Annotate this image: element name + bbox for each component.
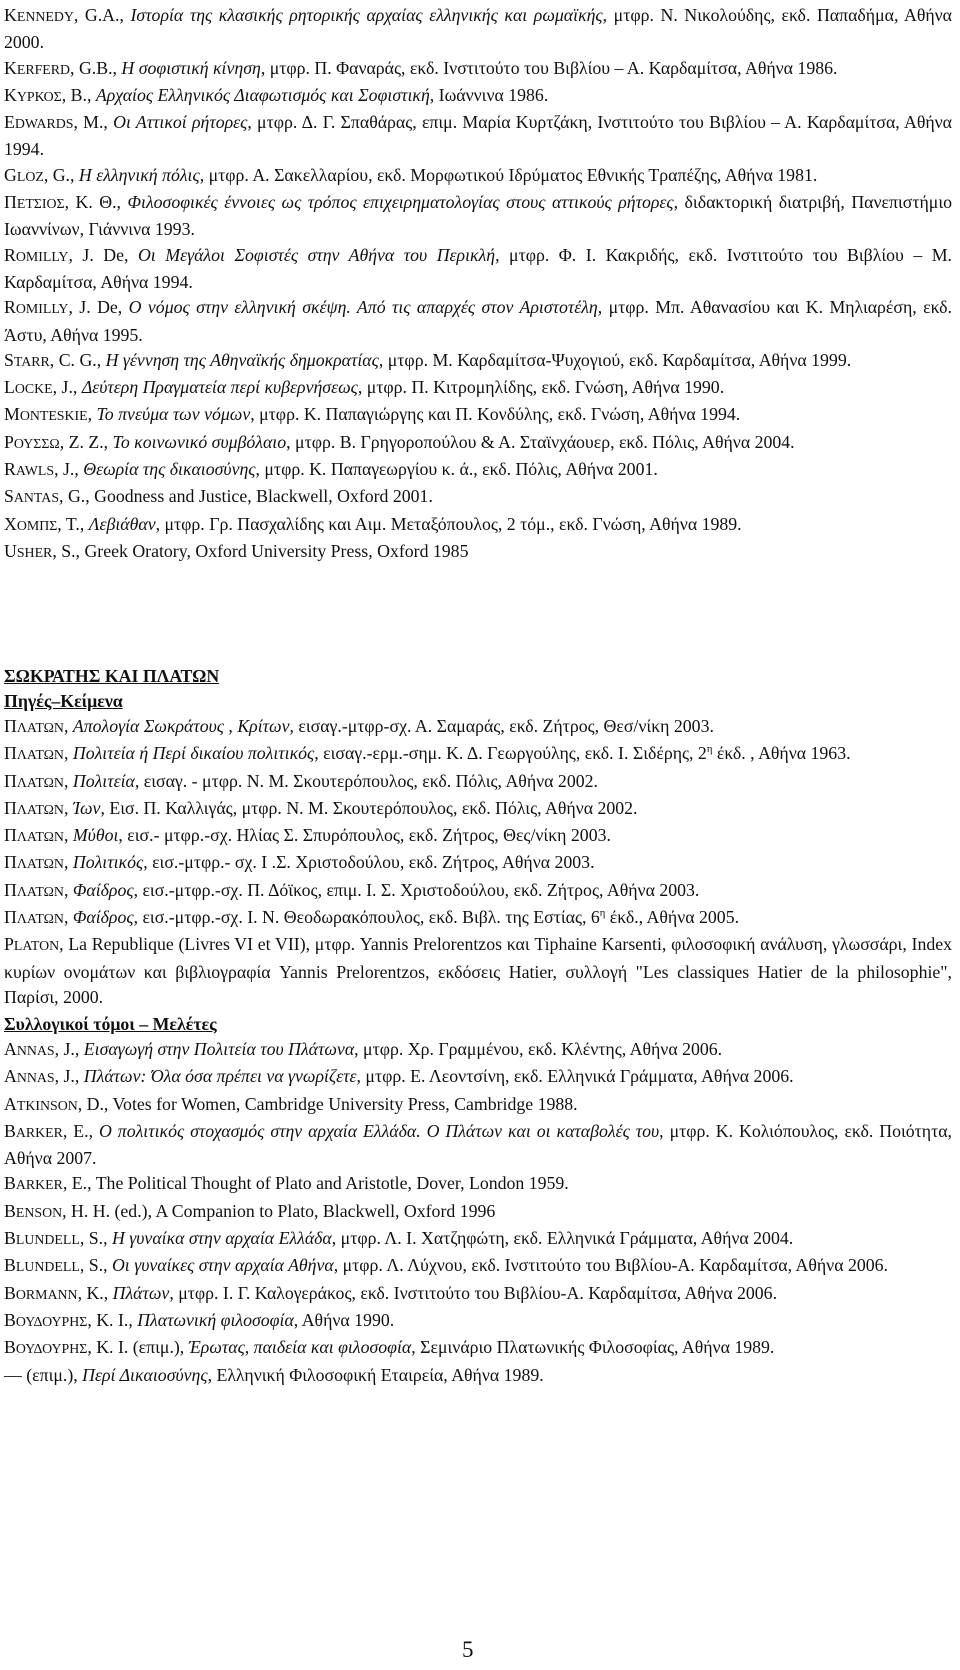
edition-superscript: η [706, 743, 713, 756]
author-surname: LATON [13, 939, 60, 955]
author-surname: ΛΑΤΩΝ [16, 748, 64, 764]
bibliography-entry [4, 878, 952, 905]
author-initials: , [59, 934, 69, 955]
author-initial: B [4, 1228, 16, 1249]
publication-details-cont: έκδ. , Αθήνα 1963. [712, 743, 851, 764]
publication-details: , μτφρ. Κ. Παπαγεωργίου κ. ά., εκδ. Πόλις, Αθήνα 2001. [255, 459, 658, 480]
publication-details: A Companion to Plato, Blackwell, Oxford 1996 [155, 1200, 496, 1221]
work-title: Πλάτων: Όλα όσα πρέπει να γνωρίζετε [83, 1066, 357, 1087]
publication-details: , μτφρ. Κ. Παπαγιώργης και Π. Κονδύλης, εκδ. Γνώση, Αθήνα 1994. [250, 404, 741, 425]
author-surname: ΛΑΤΩΝ [16, 884, 64, 900]
work-title: Οι Μεγάλοι Σοφιστές στην Αθήνα του Περικλή [137, 244, 496, 265]
bibliography-entry [4, 163, 952, 190]
publication-details: , μτφρ. Κ. Κολιόπουλος, εκδ. Ποιότητα, Αθήνα 2007. [4, 1120, 953, 1169]
author-surname: ΥΡΚΟΣ [16, 89, 62, 105]
bibliography-entry [4, 375, 952, 402]
author-initials: , [63, 907, 73, 928]
edition-superscript: η [599, 907, 606, 920]
publication-details: , μτφρ. Χρ. Γραμμένου, εκδ. Κλέντης, Αθήνα 2006. [354, 1039, 723, 1059]
work-title: Η ελληνική πόλις [78, 164, 200, 185]
author-initial: R [4, 459, 16, 480]
author-surname: ΛΑΤΩΝ [16, 830, 64, 846]
publication-details: , μτφρ. Λ. Λύχνου, εκδ. Ινστιτούτο του Βιβλίου-Α. Καρδαμίτσα, Αθήνα 2006. [333, 1255, 888, 1276]
bibliography-entry [4, 1281, 952, 1308]
bibliography-entry [4, 539, 952, 566]
author-initials: , [63, 797, 73, 818]
section-heading-socrates-plato: ΣΩΚΡΑΤΗΣ ΚΑΙ ΠΛΑΤΩΝ [4, 666, 220, 686]
author-initials: , [63, 825, 73, 846]
publication-details: Greek Oratory, Oxford University Press, Oxford 1985 [84, 540, 469, 561]
author-surname: AWLS [15, 464, 55, 480]
bibliography-entry [4, 1253, 952, 1280]
work-title: Φιλοσοφικές έννοιες ως τρόπος επιχειρηματολογίας στους αττικούς ρήτορες [127, 192, 674, 213]
work-title: Η σοφιστική κίνηση [121, 57, 261, 78]
author-initial: Κ [4, 84, 17, 105]
author-surname: LUNDELL [15, 1260, 80, 1276]
publication-details: , εισ.-μτφρ.-σχ. Π. Δόϊκος, επιμ. Ι. Σ. Χριστοδούλου, εκδ. Ζήτρος, Αθήνα 2003. [133, 879, 700, 900]
author-surname: ΛΑΤΩΝ [16, 857, 64, 873]
publication-details: , μτφρ. Π. Φαναράς, εκδ. Ινστιτούτο του Βιβλίου – Α. Καρδαμίτσα, Αθήνα 1986. [260, 57, 838, 78]
work-title: Η γέννηση της Αθηναϊκής δημοκρατίας [105, 349, 379, 370]
author-initials: , K., [77, 1282, 113, 1303]
author-initial: Π [4, 879, 17, 900]
bibliography-entry [4, 190, 952, 243]
bibliography-entry [4, 769, 952, 796]
author-initial: A [4, 1093, 17, 1114]
bibliography-entry [4, 823, 952, 850]
author-initials: , H. H. (ed.), [62, 1200, 156, 1221]
work-title: Το κοινωνικό συμβόλαιο [112, 431, 287, 452]
work-title: Αρχαίος Ελληνικός Διαφωτισμός και Σοφιστική [95, 84, 430, 105]
author-initial: A [4, 1039, 17, 1059]
publication-details: , μτφρ. Μ. Καρδαμίτσα-Ψυχογιού, εκδ. Καρδαμίτσα, Αθήνα 1999. [378, 349, 852, 370]
author-initials: , G.A., [73, 5, 131, 25]
bibliography-entry [4, 714, 952, 741]
author-surname: LOZ [16, 169, 44, 185]
publication-details: , μτφρ. Μπ. Αθανασίου και Κ. Μηλιαρέση, εκδ. Άστυ, Αθήνα 1995. [4, 297, 952, 345]
bibliography-entry [4, 1171, 952, 1198]
author-surname: ΟΜΠΣ [16, 518, 58, 534]
author-surname: ARKER [15, 1178, 63, 1194]
publication-details: , Σεμινάριο Πλατωνικής Φιλοσοφίας, Αθήνα 1989. [411, 1337, 775, 1358]
author-initials: , [63, 852, 73, 873]
author-surname: ANTAS [13, 491, 60, 507]
author-initial: S [4, 486, 14, 507]
bibliography-entry [4, 295, 952, 348]
author-initials: , [63, 879, 73, 900]
work-title: Φαίδρος [72, 879, 134, 900]
author-initial: B [4, 1173, 16, 1194]
publication-details: , Αθήνα 1990. [293, 1309, 395, 1330]
author-surname: SHER [16, 545, 53, 561]
author-initials: , C. G., [49, 349, 106, 370]
entry-prefix: — (επιμ.), [4, 1364, 83, 1385]
publication-details: , μτφρ. Ε. Λεοντσίνη, εκδ. Ελληνικά Γράμματα, Αθήνα 2006. [356, 1066, 794, 1087]
author-initial: Π [4, 852, 17, 873]
work-title: Ο πολιτικός στοχασμός στην αρχαία Ελλάδα. Ο Πλάτων και οι καταβολές του [99, 1120, 660, 1141]
author-initials: , M., [73, 112, 114, 133]
work-title: Οι Αττικοί ρήτορες [113, 112, 248, 133]
author-initial: B [4, 1120, 16, 1141]
author-initial: K [4, 57, 17, 78]
author-surname: ΛΑΤΩΝ [16, 802, 64, 818]
subsection-heading-collected-volumes: Συλλογικοί τόμοι – Μελέτες [4, 1014, 217, 1034]
author-initials: , Κ. Ι. (επιμ.), [87, 1337, 189, 1358]
work-title: Λεβιάθαν [88, 513, 156, 534]
bibliography-entry [4, 484, 952, 511]
work-title: Φαίδρος [72, 907, 134, 928]
bibliography-entry [4, 83, 952, 110]
author-initials: , [87, 404, 97, 425]
author-surname: TARR [13, 354, 50, 370]
bibliography-entry [4, 1064, 952, 1091]
publication-details: , μτφρ. Π. Κιτρομηλίδης, εκδ. Γνώση, Αθήνα 1990. [357, 377, 725, 398]
author-initial: Ρ [4, 431, 14, 452]
publication-details: , εισαγ. - μτφρ. Ν. Μ. Σκουτερόπουλος, εκδ. Πόλις, Αθήνα 2002. [134, 770, 598, 791]
author-initials: , J. De, [68, 297, 129, 318]
bibliography-entry [4, 430, 952, 457]
author-initials: , [63, 716, 73, 736]
author-initials: , J., [54, 1039, 84, 1059]
publication-details: , μτφρ. Δ. Γ. Σπαθάρας, επιμ. Μαρία Κυρτζάκη, Ινστιτούτο του Βιβλίου – Α. Καρδαμίτσα, Αθήνα 1994. [4, 112, 952, 160]
publication-details: , μτφρ. Α. Σακελλαρίου, εκδ. Μορφωτικού Ιδρύματος Εθνικής Τραπέζης, Αθήνα 1981. [199, 164, 818, 185]
bibliography-entry [4, 932, 952, 1010]
author-surname: ENNEDY [16, 10, 74, 25]
author-surname: ΛΑΤΩΝ [16, 912, 64, 928]
work-title: Πλάτων [112, 1282, 170, 1303]
author-surname: LUNDELL [15, 1233, 80, 1249]
publication-details: , μτφρ. Ι. Γ. Καλογεράκος, εκδ. Ινστιτούτο του Βιβλίου-Α. Καρδαμίτσα, Αθήνα 2006. [169, 1282, 778, 1303]
work-title: Έρωτας, παιδεία και φιλοσοφία [188, 1337, 412, 1358]
work-title: Το πνεύμα των νόμων [96, 404, 251, 425]
bibliography-entry [4, 905, 952, 932]
bibliography-entry [4, 243, 952, 296]
author-initials: , E., [62, 1120, 100, 1141]
author-surname: ARKER [15, 1125, 63, 1141]
bibliography-entry [4, 1199, 952, 1226]
author-initial: Β [4, 1337, 16, 1358]
author-initial: B [4, 1282, 16, 1303]
bibliography-entry [4, 741, 952, 768]
publication-details: , Ελληνική Φιλοσοφική Εταιρεία, Αθήνα 1989. [207, 1364, 544, 1385]
work-title: Πολιτικός [72, 852, 144, 873]
author-initial: G [4, 164, 17, 185]
author-initial: Π [4, 743, 17, 764]
work-title: Οι γυναίκες στην αρχαία Αθήνα [111, 1255, 334, 1276]
author-surname: OMILLY [15, 249, 69, 265]
bibliography-entry [4, 56, 952, 83]
author-initials: , Κ. Ι., [87, 1309, 138, 1330]
author-initials: , Z. Z., [59, 431, 113, 452]
author-surname: TKINSON [16, 1098, 78, 1114]
work-title: Μύθοι [72, 825, 119, 846]
author-surname: NNAS [16, 1071, 55, 1087]
work-title: Δεύτερη Πραγματεία περί κυβερνήσεως [81, 377, 358, 398]
bibliography-entry [4, 457, 952, 484]
author-initial: B [4, 1200, 16, 1221]
author-initial: Π [4, 907, 17, 928]
author-surname: OMILLY [15, 302, 69, 318]
publication-details: , εισ.-μτφρ.- σχ. Ι .Σ. Χριστοδούλου, εκδ. Ζήτρος, Αθήνα 2003. [143, 852, 595, 873]
author-initials: , [63, 743, 73, 764]
publication-details: La Republique (Livres VI et VII), μτφρ. Yannis Prelorentzos και Tiphaine Karsenti, φιλοσοφική ανάλυση, γλωσσάρι, Index κυρίων ονομάτων και βιβλιογραφία Yannis Prelorentzos, εκδόσεις Hatier, συλλογή "Les classiques Hatier de la philosophie", Παρίσι, 2000. [4, 934, 953, 1007]
author-initial: Π [4, 192, 17, 213]
bibliography-entry [4, 1226, 952, 1253]
author-initials: , J., [52, 377, 82, 398]
author-initials: , G.B., [70, 57, 122, 78]
bibliography-entry [4, 850, 952, 877]
publication-details: , Ιωάννινα 1986. [429, 84, 549, 105]
bibliography-list-general [4, 3, 952, 566]
author-initials: , G., [59, 486, 95, 507]
bibliography-entry [4, 1037, 952, 1064]
author-initial: K [4, 5, 17, 25]
bibliography-list-sources [4, 714, 952, 1010]
author-initial: S [4, 349, 14, 370]
bibliography-entry [4, 1119, 952, 1172]
work-title: Ίων [72, 797, 101, 818]
work-title: Περί Δικαιοσύνης [82, 1364, 208, 1385]
work-title: Ο νόμος στην ελληνική σκέψη. Από τις απαρχές στον Αριστοτέλη [128, 297, 598, 318]
publication-details: , μτφρ. Φ. Ι. Κακριδής, εκδ. Ινστιτούτο του Βιβλίου – Μ. Καρδαμίτσα, Αθήνα 1994. [4, 244, 952, 292]
bibliography-entry [4, 1092, 952, 1119]
author-initials: , S., [52, 540, 85, 561]
publication-details: , εισαγ.-ερμ.-σημ. Κ. Δ. Γεωργούλης, εκδ. Ι. Σιδέρης, 2 [314, 743, 707, 764]
author-surname: ERFERD [16, 62, 71, 78]
author-initials: , S., [79, 1255, 112, 1276]
bibliography-entry [4, 796, 952, 823]
author-surname: OCKE [14, 382, 53, 398]
author-initial: A [4, 1066, 17, 1087]
author-surname: ORMANN [15, 1287, 78, 1303]
bibliography-entry [4, 512, 952, 539]
author-initial: B [4, 1255, 16, 1276]
author-initials: , E., [62, 1173, 96, 1194]
bibliography-list-studies [4, 1037, 952, 1388]
author-initials: , S., [79, 1228, 112, 1249]
author-initials: , [63, 770, 73, 791]
author-surname: ΛΑΤΩΝ [16, 721, 64, 736]
author-initials: , G., [43, 164, 79, 185]
publication-details: , Εισ. Π. Καλλιγάς, μτφρ. Ν. Μ. Σκουτερόπουλος, εκδ. Πόλις, Αθήνα 2002. [100, 797, 638, 818]
author-surname: ΟΥΔΟΥΡΗΣ [15, 1342, 88, 1358]
publication-details: Goodness and Justice, Blackwell, Oxford 2001. [94, 486, 433, 507]
author-surname: DWARDS [14, 117, 74, 133]
publication-details: , μτφρ. Γρ. Πασχαλίδης και Αιμ. Μεταξόπουλος, 2 τόμ., εκδ. Γνώση, Αθήνα 1989. [155, 513, 742, 534]
author-surname: ENSON [15, 1205, 63, 1221]
author-initials: , J. De, [68, 244, 138, 265]
author-initial: P [4, 934, 14, 955]
publication-details: Votes for Women, Cambridge University Press, Cambridge 1988. [112, 1093, 578, 1114]
author-initial: Χ [4, 513, 17, 534]
author-surname: NNAS [16, 1044, 55, 1059]
author-initial: R [4, 244, 16, 265]
bibliography-entry [4, 402, 952, 429]
publication-details: , μτφρ. Ν. Νικολούδης, εκδ. Παπαδήμα, Αθήνα 2000. [4, 5, 952, 53]
work-title: Πολιτεία ή Περί δικαίου πολιτικός [72, 743, 315, 764]
work-title: Η γυναίκα στην αρχαία Ελλάδα [111, 1228, 332, 1249]
author-initials: , J., [54, 459, 84, 480]
bibliography-entry [4, 1335, 952, 1362]
author-initials: , D., [77, 1093, 113, 1114]
publication-details: , εισ.- μτφρ.-σχ. Ηλίας Σ. Σπυρόπουλος, εκδ. Ζήτρος, Θες/νίκη 2003. [118, 825, 611, 846]
publication-details: , μτφρ. Β. Γρηγοροπούλου & Α. Σταϊνχάουερ, εκδ. Πόλις, Αθήνα 2004. [286, 431, 795, 452]
author-surname: ΛΑΤΩΝ [16, 775, 64, 791]
author-initials: , Τ., [57, 513, 89, 534]
subsection-heading-sources: Πηγές–Κείμενα [4, 691, 123, 711]
author-initial: Π [4, 770, 17, 791]
work-title: Πλατωνική φιλοσοφία [137, 1309, 294, 1330]
work-title: Απολογία Σωκράτους , Κρίτων, [72, 716, 294, 736]
publication-details-cont: έκδ., Αθήνα 2005. [605, 907, 740, 928]
author-initial: M [4, 404, 20, 425]
author-initial: L [4, 377, 15, 398]
author-surname: ΟΥΔΟΥΡΗΣ [15, 1314, 88, 1330]
author-initial: Π [4, 716, 17, 736]
author-initial: Π [4, 825, 17, 846]
bibliography-entry [4, 348, 952, 375]
author-initials: , Β., [61, 84, 96, 105]
work-title: Πολιτεία [72, 770, 135, 791]
author-initial: R [4, 297, 16, 318]
author-surname: ONTESKIE [19, 409, 88, 425]
publication-details: The Political Thought of Plato and Aristotle, Dover, London 1959. [95, 1173, 569, 1194]
author-initials: , J., [54, 1066, 84, 1087]
author-initial: Π [4, 797, 17, 818]
author-surname: ΟΥΣΣΩ [13, 436, 60, 452]
publication-details: , διδακτορική διατριβή, Πανεπιστήμιο Ιωαννίνων, Γιάννινα 1993. [4, 192, 952, 240]
work-title: Εισαγωγή στην Πολιτεία του Πλάτωνα [83, 1039, 355, 1059]
author-initials: , Κ. Θ., [64, 192, 128, 213]
author-initial: Β [4, 1309, 16, 1330]
publication-details: , εισ.-μτφρ.-σχ. Ι. Ν. Θεοδωρακόπουλος, εκδ. Βιβλ. της Εστίας, 6 [133, 907, 600, 928]
publication-details: εισαγ.-μτφρ-σχ. Α. Σαμαράς, εκδ. Ζήτρος, Θεσ/νίκη 2003. [293, 716, 714, 736]
author-initial: E [4, 112, 15, 133]
bibliography-entry [4, 3, 952, 56]
author-initial: U [4, 540, 17, 561]
page-number: 5 [462, 1637, 474, 1662]
bibliography-entry [4, 110, 952, 163]
bibliography-entry [4, 1363, 952, 1388]
author-surname: ΕΤΣΙΟΣ [16, 197, 65, 213]
publication-details: , μτφρ. Λ. Ι. Χατζηφώτη, εκδ. Ελληνικά Γράμματα, Αθήνα 2004. [331, 1228, 794, 1249]
bibliography-entry [4, 1308, 952, 1335]
work-title: Θεωρία της δικαιοσύνης [83, 459, 256, 480]
work-title: Ιστορία της κλασικής ρητορικής αρχαίας ελληνικής και ρωμαϊκής [130, 5, 603, 25]
